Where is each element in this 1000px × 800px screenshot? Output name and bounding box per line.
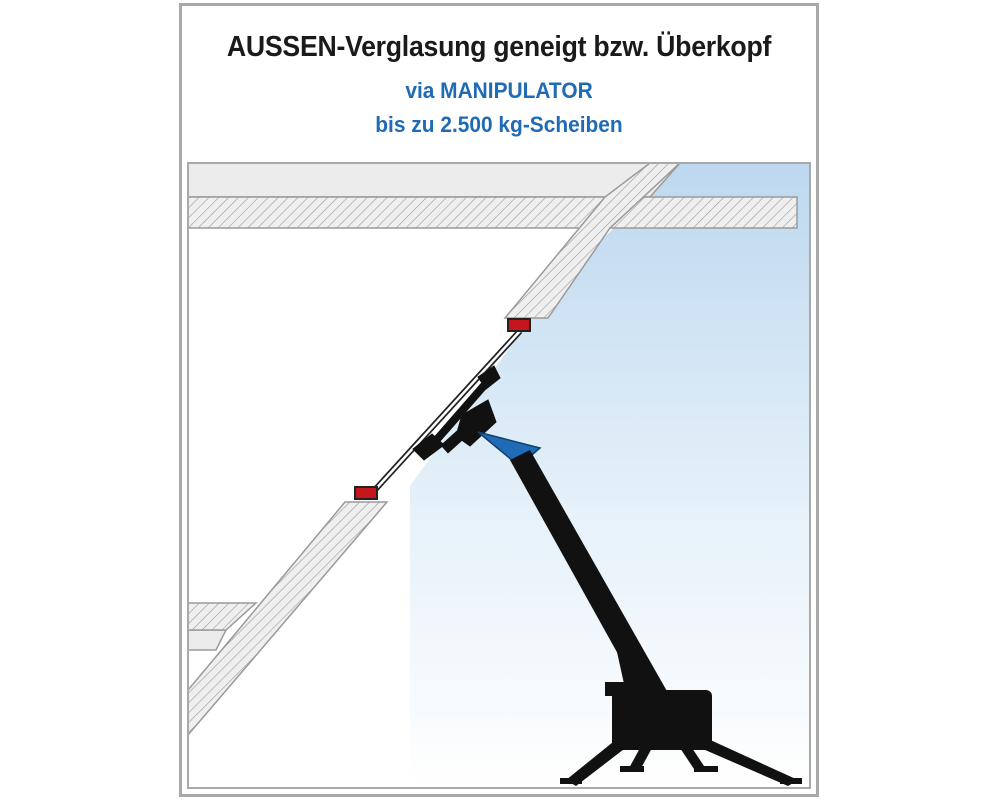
subtitle-manipulator: via MANIPULATOR (405, 78, 593, 103)
subtitle-weight: bis zu 2.500 kg-Scheiben (375, 112, 623, 137)
upper-slab-hatched (188, 197, 797, 228)
page-title: AUSSEN-Verglasung geneigt bzw. Überkopf (226, 31, 772, 63)
upper-slab-light (188, 163, 680, 197)
